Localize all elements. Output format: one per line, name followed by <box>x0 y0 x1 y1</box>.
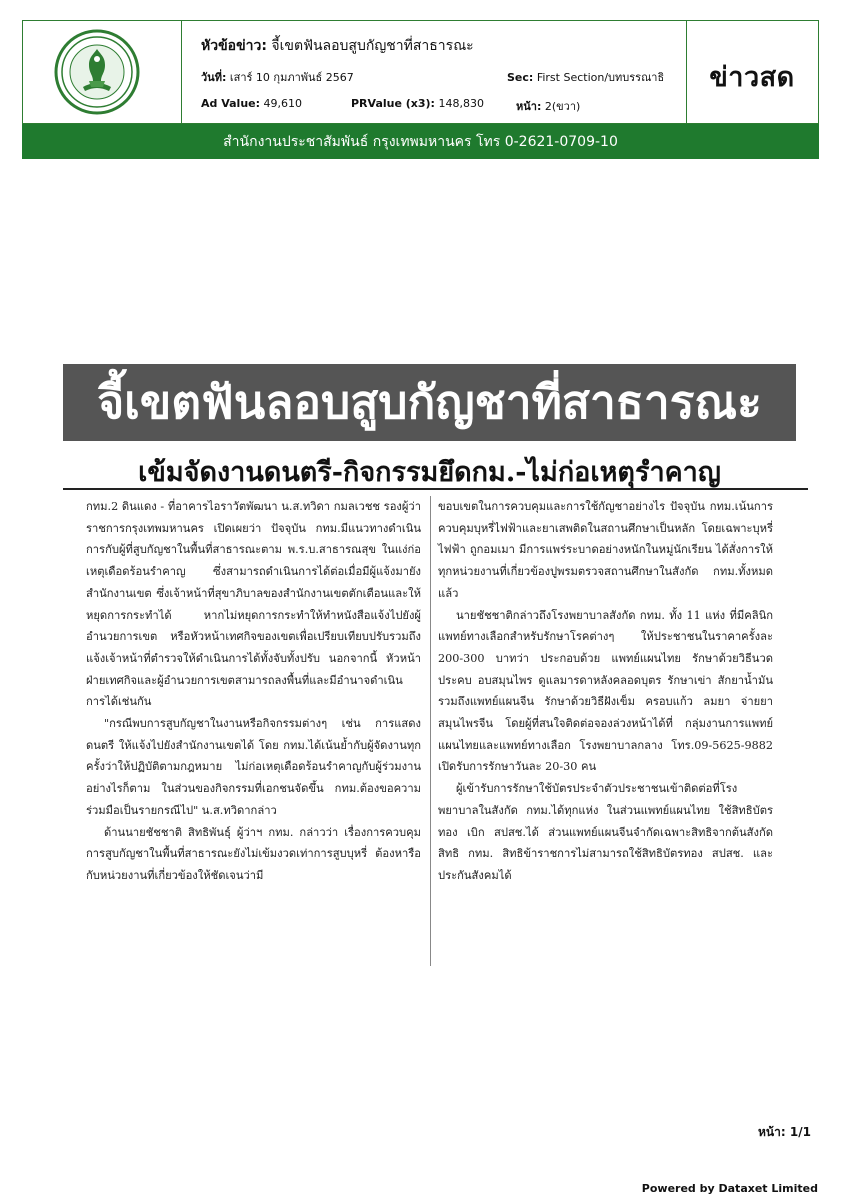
page-indicator <box>758 1123 811 1142</box>
status-cell <box>686 21 818 123</box>
clipping-info <box>181 21 687 123</box>
headline-row <box>201 35 474 57</box>
paragraph: กทม.2 ดินแดง - ที่อาคารไอราวัตพัฒนา น.ส.ทวิดา กมลเวชช รองผู้ว่าราชการกรุงเทพมหานคร เปิดเผยว่า ปัจจุบัน กทม.มีแนวทางดำเนินการกับผู้ที่สูบกัญชาในพื้นที่สาธารณะตาม พ.ร.บ.สาธารณสุข ในแง่ก่อเหตุเดือดร้อนรำคาญ ซึ่งสามารถดำเนินการได้ต่อเมื่อมีผู้แจ้งมายังสำนักงานเขต ซึ่งเจ้าหน้าที่สุขาภิบาลของสำนักงานเขตตักเตือนและให้หยุดการกระทำได้ หากไม่หยุดการกระทำให้ทำหนังสือแจ้งไปยังผู้อำนวยการเขต หรือหัวหน้าเทศกิจของเขตเพื่อเปรียบเทียบปรับรวมถึงแจ้งเจ้าหน้าที่ตำรวจให้ดำเนินการได้ทั้งจับทั้งปรับ นอกจากนี้ หัวหน้าฝ่ายเทศกิจและผู้อำนวยการเขตสามารถลงพื้นที่และมีอำนาจดำเนินการได้เช่นกัน <box>86 500 421 709</box>
status-label: ข่าวสด <box>709 62 795 93</box>
page-ref-value: 2(ขวา) <box>544 100 581 113</box>
subheadline-rule <box>63 488 808 490</box>
pr-value-row <box>351 97 484 110</box>
page-indicator-value: 1/1 <box>789 1125 811 1139</box>
headline-label: หัวข้อข่าว: <box>201 38 267 54</box>
date-label: วันที่: <box>201 71 227 84</box>
logo-cell <box>23 21 182 123</box>
powered-by: Powered by Dataxet Limited <box>641 1182 818 1195</box>
section-row <box>507 68 664 86</box>
page-ref-label: หน้า: <box>516 100 542 113</box>
date-row <box>201 68 354 86</box>
article-headline: จี้เขตฟันลอบสูบกัญชาที่สาธารณะ <box>97 375 762 429</box>
clipping-header <box>22 20 819 124</box>
headline-value: จี้เขตฟันลอบสูบกัญชาที่สาธารณะ <box>271 38 474 54</box>
paragraph: "กรณีพบการสูบกัญชาในงานหรือกิจกรรมต่างๆ เช่น การแสดงดนตรี ให้แจ้งไปยังสำนักงานเขตได้ โดย กทม.ได้เน้นย้ำกับผู้จัดงานทุกครั้งว่าให้ปฏิบัติตามกฎหมาย ไม่ก่อเหตุเดือดร้อนรำคาญกับผู้ร่วมงาน อย่างไรก็ตาม ในส่วนของกิจกรรมที่เอกชนจัดขึ้น กทม.ต้องขอความร่วมมือเป็นรายกรณีไป" น.ส.ทวิดากล่าว <box>86 717 421 817</box>
article-column-1 <box>86 496 421 887</box>
page-ref-row <box>516 97 580 115</box>
pr-value-label: PRValue (x3): <box>351 97 435 110</box>
article-subheadline: เข้มจัดงานดนตรี-กิจกรรมยึดกม.-ไม่ก่อเหตุรำคาญ <box>138 457 721 488</box>
ad-value-row <box>201 97 302 110</box>
paragraph: นายชัชชาติกล่าวถึงโรงพยาบาลสังกัด กทม. ทั้ง 11 แห่ง ที่มีคลินิกแพทย์ทางเลือกสำหรับรักษาโรคต่างๆ ให้ประชาชนในราคาครั้งละ 200-300 บาทว่า ประกอบด้วย แพทย์แผนไทย รักษาด้วยวิธีนวด ประคบ อบสมุนไพร ดูแลมารดาหลังคลอดบุตร รักษาเข่า สักยาน้ำมัน รวมถึงแพทย์แผนจีน รักษาด้วยวิธีฝังเข็ม ครอบแก้ว ลมยา จ่ายยาสมุนไพรจีน โดยผู้ที่สนใจติดต่อจองล่วงหน้าได้ที่ กลุ่มงานการแพทย์แผนไทยและแพทย์ทางเลือก โรงพยาบาลกลาง โทร.09-5625-9882 เปิดรับการรักษาวันละ 20-30 คน <box>438 608 773 774</box>
paragraph: ผู้เข้ารับการรักษาใช้บัตรประจำตัวประชาชนเข้าติดต่อที่โรงพยาบาลในสังกัด กทม.ได้ทุกแห่ง ในส่วนแพทย์แผนไทย ใช้สิทธิบัตรทอง เบิก สปสช.ได้ ส่วนแพทย์แผนจีนจำกัดเฉพาะสิทธิจากต้นสังกัด สิทธิ กทม. สิทธิข้าราชการไม่สามารถใช้สิทธิบัตรทอง สปสช. และประกันสังคมได้ <box>438 782 773 882</box>
section-value: First Section/บทบรรณาธิ <box>536 71 665 84</box>
pr-value: 148,830 <box>438 97 484 110</box>
section-label: Sec: <box>507 71 534 84</box>
paragraph: ขอบเขตในการควบคุมและการใช้กัญชาอย่างไร ปัจจุบัน กทม.เน้นการควบคุมบุหรี่ไฟฟ้าและยาเสพติดในสถานศึกษาเป็นหลัก โดยเฉพาะบุหรี่ไฟฟ้า ถูกอมเมา มีการแพร่ระบาดอย่างหนักในหมู่นักเรียน ได้สั่งการให้ทุกหน่วยงานที่เกี่ยวข้องปูพรมตรวจสถานศึกษาในสังกัด กทม.ทั้งหมดแล้ว <box>438 500 773 600</box>
paragraph: ด้านนายชัชชาติ สิทธิพันธุ์ ผู้ว่าฯ กทม. กล่าวว่า เรื่องการควบคุมการสูบกัญชาในพื้นที่สาธารณะยังไม่เข้มงวดเท่าการสูบบุหรี่ ต้องหารือกับหน่วยงานที่เกี่ยวข้องให้ชัดเจนว่ามี <box>86 825 421 882</box>
page-indicator-label: หน้า: <box>758 1125 786 1139</box>
date-value: เสาร์ 10 กุมภาพันธ์ 2567 <box>229 71 354 84</box>
column-divider <box>430 496 431 966</box>
article-column-2 <box>438 496 773 887</box>
agency-bar: สำนักงานประชาสัมพันธ์ กรุงเทพมหานคร โทร 0-2621-0709-10 <box>22 124 819 159</box>
bma-seal-icon <box>53 29 141 115</box>
ad-value-label: Ad Value: <box>201 97 261 110</box>
ad-value: 49,610 <box>263 97 303 110</box>
